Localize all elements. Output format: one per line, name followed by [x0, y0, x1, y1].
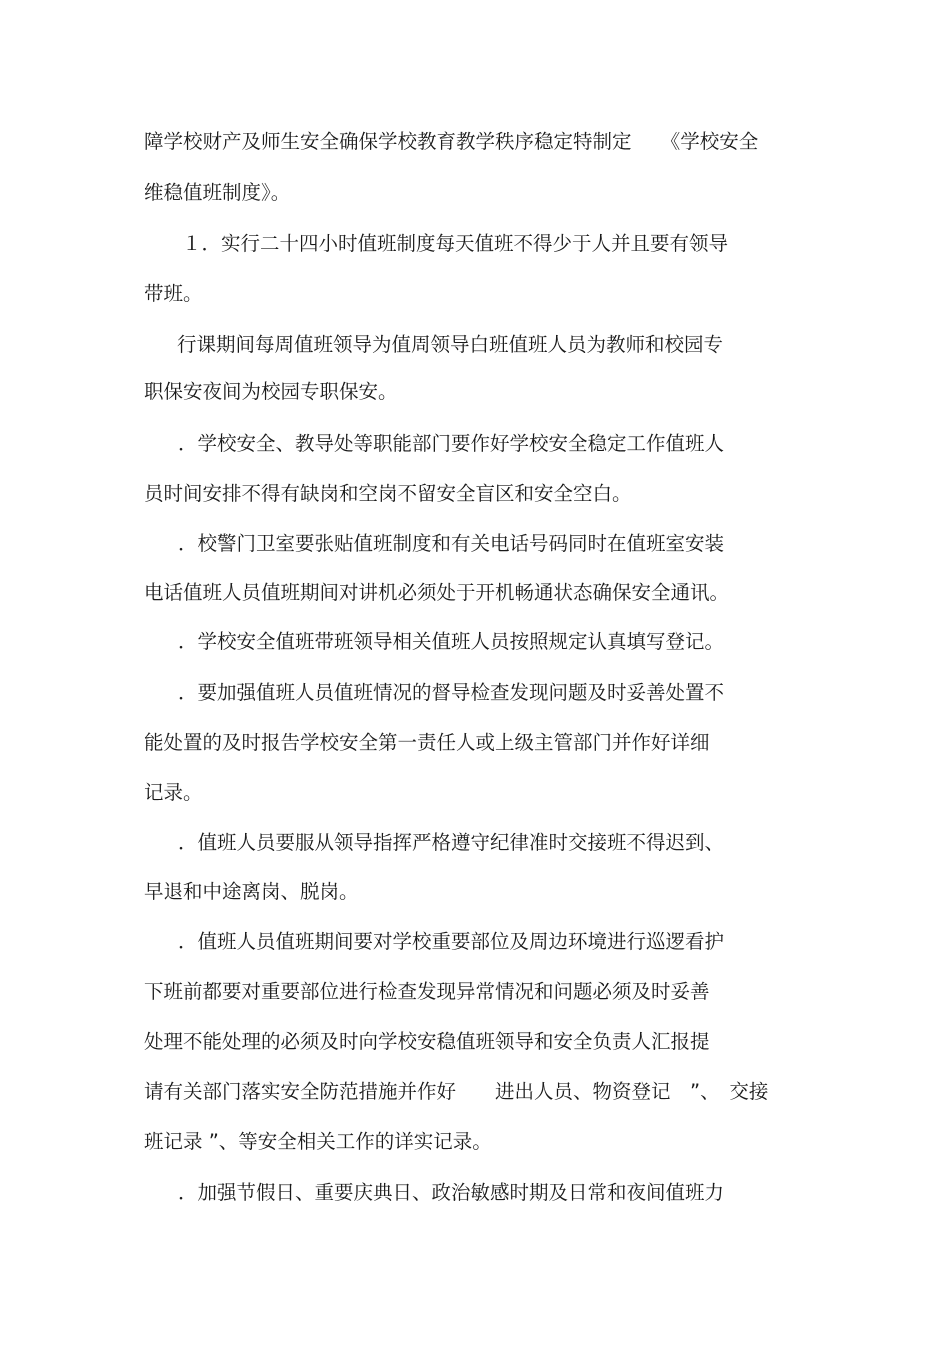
- text-line: 电话值班人员值班期间对讲机必须处于开机畅通状态确保安全通讯。: [144, 581, 730, 604]
- text-line: ．校警门卫室要张贴值班制度和有关电话号码同时在值班室安装: [178, 532, 725, 555]
- text-line: 职保安夜间为校园专职保安。: [144, 380, 398, 403]
- text-line: 处理不能处理的必须及时向学校安稳值班领导和安全负责人汇报提: [144, 1030, 710, 1053]
- text-line: 能处置的及时报告学校安全第一责任人或上级主管部门并作好详细: [144, 731, 710, 754]
- text-line: 记录。: [144, 781, 203, 804]
- text-line: 维稳值班制度》。: [144, 181, 291, 204]
- text-line: ．要加强值班人员值班情况的督导检查发现问题及时妥善处置不: [178, 681, 725, 704]
- text-line: １．实行二十四小时值班制度每天值班不得少于人并且要有领导: [182, 232, 729, 255]
- text-line: 带班。: [144, 282, 203, 305]
- text-line: ．学校安全值班带班领导相关值班人员按照规定认真填写登记。: [178, 630, 725, 653]
- text-line: 下班前都要对重要部位进行检查发现异常情况和问题必须及时妥善: [144, 980, 710, 1003]
- text-line: 班记录 ”、等安全相关工作的详实记录。: [144, 1130, 492, 1153]
- text-line: ．加强节假日、重要庆典日、政治敏感时期及日常和夜间值班力: [178, 1181, 725, 1204]
- text-line: 障学校财产及师生安全确保学校教育教学秩序稳定特制定 《学校安全: [144, 130, 759, 153]
- text-line: 早退和中途离岗、脱岗。: [144, 880, 359, 903]
- text-line: 行课期间每周值班领导为值周领导白班值班人员为教师和校园专: [177, 333, 724, 356]
- text-line: ．学校安全、教导处等职能部门要作好学校安全稳定工作值班人: [178, 432, 725, 455]
- text-line: ．值班人员要服从领导指挥严格遵守纪律准时交接班不得迟到、: [178, 831, 725, 854]
- text-line: 请有关部门落实安全防范措施并作好 进出人员、物资登记 ”、 交接: [144, 1080, 769, 1103]
- text-line: 员时间安排不得有缺岗和空岗不留安全盲区和安全空白。: [144, 482, 632, 505]
- text-line: ．值班人员值班期间要对学校重要部位及周边环境进行巡逻看护: [178, 930, 725, 953]
